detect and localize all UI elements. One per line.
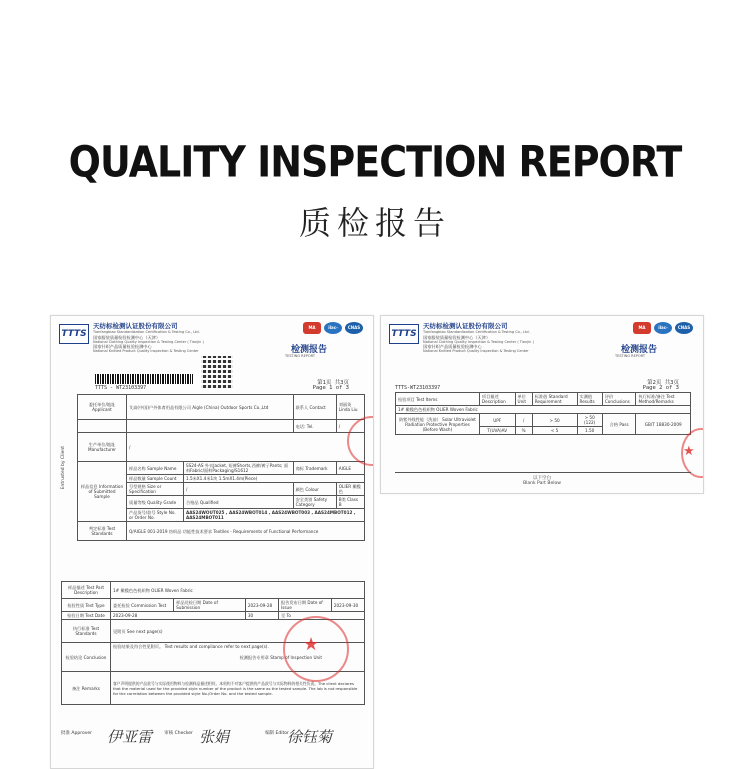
upf-unit: / — [515, 414, 532, 427]
results-table — [395, 392, 691, 435]
testdate-value: 2023-09-28 — [111, 612, 246, 620]
testing-report-subtitle: TESTING REPORT — [614, 354, 645, 358]
lab-center-1: 国家服装质量检验检测中心（天津） — [423, 335, 491, 340]
size-label: 号型规格 Size or Specification — [127, 483, 184, 496]
report-page-2 — [380, 315, 704, 494]
lab-center-2: 国家针织产品质量检验检测中心 — [93, 344, 152, 349]
type-label: 检验性质 Test Type — [62, 599, 111, 612]
testdate-label: 检验日期 Test Date — [62, 612, 111, 620]
manufacturer-value: / — [127, 433, 365, 462]
desc-value: 1# 橄榄色色机织物 OLIER Woven Fabric — [111, 582, 365, 599]
exec-label: 执行标准 Test Standards — [62, 620, 111, 643]
cnas-logo: CNAS — [675, 322, 693, 334]
ttts-logo: TTTS — [389, 324, 419, 344]
trademark-value: AIGLE — [336, 462, 364, 475]
type-value: 委托检验 Commission Test — [111, 599, 174, 612]
applicant-label: 委托单位/地址 Applicant — [78, 395, 127, 420]
safety-label: 安全类别 Safety Category — [293, 496, 336, 509]
cma-logo: MA — [633, 322, 651, 334]
cma-logo: MA — [303, 322, 321, 334]
barcode-icon — [95, 374, 193, 384]
blank-part-zh: 以下空白 — [533, 476, 551, 481]
receipt-label: 样品送检日期 Date of Submission — [174, 599, 246, 612]
desc-label: 样品描述 Test Part Description — [62, 582, 111, 599]
issue-label: 报告发布日期 Date of Issue — [278, 599, 331, 612]
page-number-en: Page 2 of 3 — [642, 385, 679, 391]
testing-report-subtitle: TESTING REPORT — [284, 354, 315, 358]
upf-standard: > 50 — [532, 414, 577, 427]
header-standard: 标准值 Standard Requirement — [532, 393, 577, 406]
testing-report-title: 检测报告 — [290, 345, 327, 355]
sample-info-label: 样品信息 Information of Submitted Sample — [78, 462, 127, 522]
lab-center-1-en: National Clothing Quality Inspection & Testing Center ( Tianjin ) — [423, 340, 534, 344]
to-value: 30 — [245, 612, 278, 620]
page-number-zh: 第1页 共3页 — [317, 380, 349, 386]
tuva-result: 1.50 — [577, 427, 602, 435]
tuva-unit: % — [515, 427, 532, 435]
issue-value: 2023-09-30 — [331, 599, 364, 612]
report-heading-zh: 质检报告 — [298, 204, 451, 242]
quality-label: 质量等级 Quality Grade — [127, 496, 184, 509]
header-results: 实测值 Results — [577, 393, 602, 406]
cert-logos — [633, 322, 693, 342]
test-conclusion: 合格 Pass — [602, 414, 636, 435]
seal-star-icon: ★ — [303, 634, 320, 655]
manufacturer-label: 生产单位/地址 Manufacturer — [78, 433, 127, 462]
sample-name-value: SS24-AS 外衣Jacket, 短裤Shorts,西裤/裤子Pants; 面料Fabric/面料Packaging/S1612 — [183, 462, 293, 475]
cert-logos — [303, 322, 363, 342]
header-conclusion: 评价 Conclusions — [602, 393, 636, 406]
contact-label: 联系人 Contact — [293, 395, 336, 420]
quality-value: 合格品 Qualified — [183, 496, 293, 509]
report-info-table — [77, 394, 365, 541]
remarks-value: 客户声明提供的产品款号与实际使用物料与检测样品描述相符。本机构不对客户提供的产品款号与实际物料的相关性负责。The client declares that the material used for the provided style number of the product is the same as the tested sample. The lab is not responsible for the correlation between the provided style No./Order No. and the tested sample. — [111, 672, 365, 705]
standards-label: 判定标准 Test Standards — [78, 522, 127, 541]
testing-report-title: 检测报告 — [620, 345, 657, 355]
lab-name: 天纺标检测认证股份有限公司 — [93, 322, 178, 330]
approver-label: 批准 Approver — [61, 731, 93, 736]
size-value: / — [183, 483, 293, 496]
applicant-value: 艾高(中国)户外体育用品有限公司 Aigle (China) Outdoor Sports Co.,Ltd — [127, 395, 294, 420]
test-item: 防紫外线性能（洗前） Solar Ultraviolet Radiation Protective Properties (Before Wash) — [396, 414, 480, 435]
cnas-logo: CNAS — [345, 322, 363, 334]
checker-signature: 张娟 — [199, 728, 230, 746]
lab-name: 天纺标检测认证股份有限公司 — [423, 322, 508, 330]
lab-name-en: Tianfangbiao Standardization Certification & Testing Co., Ltd. — [423, 330, 530, 334]
to-label: 至 To — [278, 612, 364, 620]
tuva-standard: < 5 — [532, 427, 577, 435]
report-page-1 — [50, 315, 374, 769]
colour-label: 颜色 Colour — [293, 483, 336, 496]
lab-name-en: Tianfangbiao Standardization Certification & Testing Co., Ltd. — [93, 330, 200, 334]
remarks-label: 备注 Remarks — [62, 672, 111, 705]
trademark-label: 商标 Trademark — [293, 462, 336, 475]
sample-count-label: 样品数量 Sample Count — [127, 475, 184, 483]
qr-code-icon — [201, 356, 233, 388]
header-description: 项目描述 Description — [479, 393, 515, 406]
tuva-label: T(UVA)AV — [479, 427, 515, 435]
test-method: GB/T 18830-2009 — [636, 414, 691, 435]
seal-star-icon: ★ — [683, 444, 695, 459]
editor-signature: 徐钰菊 — [287, 728, 333, 746]
sample-row: 1# 橄榄色色机织物 OLIER Woven Fabric — [396, 406, 691, 414]
sample-count-value: 1.5米X1.4米1块 1.5mX1.4m(Piece) — [183, 475, 364, 483]
ttts-logo: TTTS — [59, 324, 89, 344]
lab-center-1: 国家服装质量检验检测中心（天津） — [93, 335, 161, 340]
report-number: TTTS - WT23103397 — [95, 385, 147, 391]
conclusion-value: 检验结果及符合性见附页。 Test results and compliance refer to next page(s). — [113, 644, 269, 649]
divider-line — [395, 472, 691, 473]
header-method: 执行标准/备注 Test Method/Remarks — [636, 393, 691, 406]
side-label: Entrusted by Client — [61, 446, 66, 490]
header-test-items: 检验项目 Test Items — [396, 393, 480, 406]
standards-value: Q/AIGLE 001-2019 纺织品 功能性技术要求 Textiles - Requirements of Functional Performance — [127, 522, 365, 541]
style-value: AAS24WOUT025 , AAS24WBOT014 , AAS24WBOT003 , AAS24MBOT012 , AAS24MBOT011 — [183, 509, 364, 522]
conclusion-label: 检验结论 Conclusion — [62, 643, 111, 672]
sample-name-label: 样品名称 Sample Name — [127, 462, 184, 475]
stamp-label: 检测报告专用章 Stamp of Inspection Unit — [239, 655, 322, 660]
lab-center-2: 国家针织产品质量检验检测中心 — [423, 344, 482, 349]
page-number-en: Page 1 of 3 — [312, 385, 349, 391]
receipt-value: 2023-09-28 — [245, 599, 278, 612]
blank-part-en: Blank Part Below — [523, 481, 561, 486]
safety-value: B类 Class B — [336, 496, 364, 509]
report-number: TTTS-WT23103397 — [395, 385, 441, 391]
lab-center-1-en: National Clothing Quality Inspection & Testing Center ( Tianjin ) — [93, 340, 204, 344]
colour-value: OLIER 橄榄色 — [336, 483, 364, 496]
tel-label: 电话: Tel. — [293, 420, 336, 433]
approver-signature: 伊亚雷 — [107, 728, 153, 746]
tel-value: / — [336, 420, 364, 433]
upf-result: > 50 (122) — [577, 414, 602, 427]
exec-value: 见附页 See next page(s) — [111, 620, 365, 643]
ilac-logo: ilac-MRA — [654, 322, 672, 334]
ilac-logo: ilac-MRA — [324, 322, 342, 334]
editor-label: 编制 Editor — [265, 731, 289, 736]
header-unit: 单位 Unit — [515, 393, 532, 406]
style-label: 产品货号/款号 Style No. or Order No. — [127, 509, 184, 522]
upf-label: UPF — [479, 414, 515, 427]
contact-value: 刘丽英 Linda Liu — [336, 395, 364, 420]
report-heading-en: QUALITY INSPECTION REPORT — [68, 137, 682, 187]
lab-center-2-en: National Knitted Product Quality Inspection & Testing Center — [93, 349, 199, 353]
page-number-zh: 第2页 共3页 — [647, 380, 679, 386]
lab-center-2-en: National Knitted Product Quality Inspection & Testing Center — [423, 349, 529, 353]
checker-label: 审核 Checker — [164, 731, 193, 736]
